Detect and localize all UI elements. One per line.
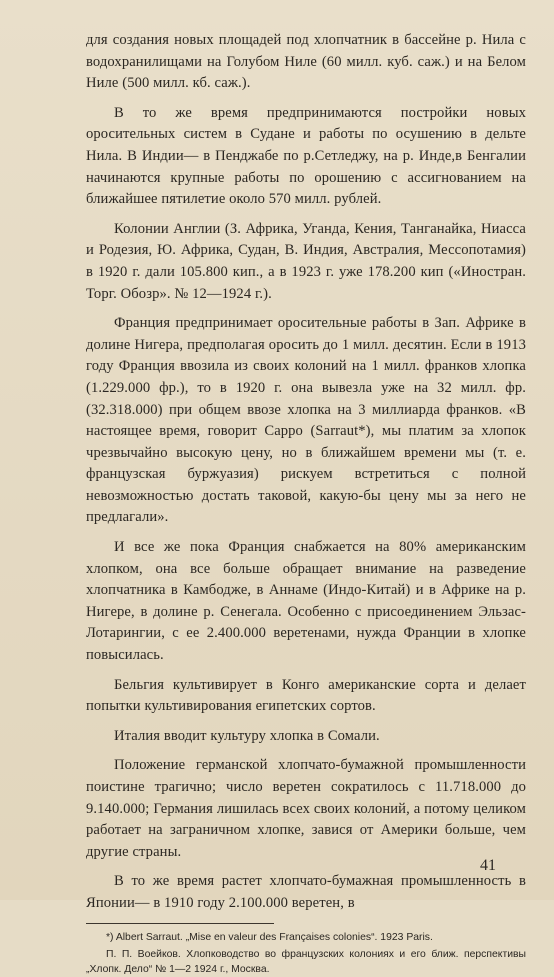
footnote-sarraut: *) Albert Sarraut. „Mise en valeur des Françaises colonies“. 1923 Paris. [106,931,433,943]
main-text [86,30,526,977]
paragraph-continued: для создания новых площадей под хлопчатник в бассейне р. Нила с водохранилищами на Голубом Ниле (60 милл. куб. саж.) и на Белом Ниле (500 милл. кб. саж.). [86,32,526,92]
paragraph-italy: Италия вводит культуру хлопка в Сомали. [114,727,380,744]
paragraph-japan: В то же время растет хлопчато-бумажная промышленность в Японии— в 1910 году 2.100.000 веретен, в [86,873,526,911]
paragraph-england-colonies: Колонии Англии (З. Африка, Уганда, Кения, Танганайка, Ниасса и Родезия, Ю. Африка, Судан, В. Индия, Австралия, Мессопотамия) в 1920 г. дали 105.800 кип., а в 1923 г. уже 178.200 кип («Иностран. Торг. Обозр». № 12—1924 г.). [86,220,526,302]
paragraph-irrigation: В то же время предпринимаются постройки новых оросительных систем в Судане и работы по осушению в дельте Нила. В Индии— в Пенджабе по р.Сетледжу, на р. Инде,в Бенгалии начинаются крупные работы по орошению с ассигнованием на ближайшее пятилетие около 570 милл. рублей. [86,104,526,208]
paragraph-france-supply: И все же пока Франция снабжается на 80% американским хлопком, она все больше обращает внимание на разведение хлопчатника в Камбодже, в Аннаме (Индо-Китай) и в Африке на р. Нигере, в долине р. Сенегала. Особенно с присоединением Эльзас-Лотарингии, с ее 2.400.000 веретенами, нужда Франции в хлопке повысилась. [86,539,526,664]
footnote-voeikov: П. П. Воейков. Хлопководство во французских колониях и его ближ. перспективы „Хлопк. Дело“ № 1—2 1924 г., Москва. [86,948,526,975]
footnote-divider [86,923,274,924]
paragraph-belgium: Бельгия культивирует в Конго американские сорта и делает попытки культивирования египетских сортов. [86,676,526,715]
paragraph-france: Франция предпринимает оросительные работы в Зап. Африке в долине Нигера, предполагая оросить до 1 милл. десятин. Если в 1913 году Франция ввозила из своих колоний на 1 милл. франков хлопка (1.229.000 фр.), то в 1920 г. она вывезла уже на 32 милл. фр. (32.318.000) при общем ввозе хлопка на 3 миллиарда франков. «В настоящее время, говорит Сарро (Sarraut*), мы платим за хлопок чрезвычайно высокую цену, но в ближайшем времени мы (т. е. французская буржуазия) рискуем встретиться с полной невозможностью достать таковой, какую-бы цену мы за него не предлагали». [86,315,526,526]
page-number: 41 [480,857,496,874]
paragraph-germany: Положение германской хлопчато-бумажной промышленности поистине трагично; число веретен сократилось с 11.718.000 до 9.140.000; Германия лишилась всех своих колоний, а потому целиком работает на заграничном хлопке, завися от Америки больше, чем другие страны. [86,757,526,860]
